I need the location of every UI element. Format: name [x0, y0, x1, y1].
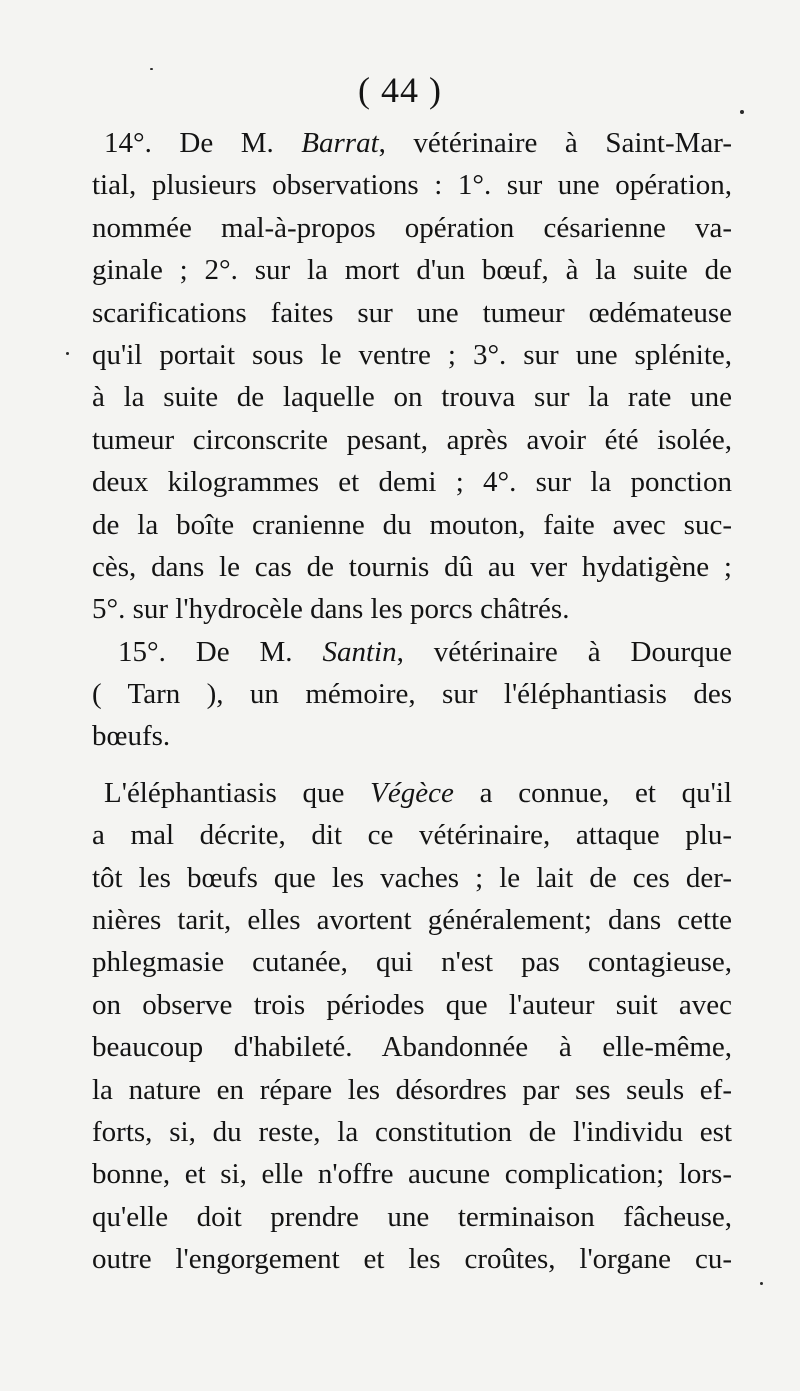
italic-name: Barrat: [301, 127, 379, 159]
paragraph-gap: [92, 758, 732, 772]
scan-speck: [760, 1282, 763, 1285]
text-segment: L'éléphantiasis que: [104, 776, 371, 809]
text-segment: a connue, et qu'il: [453, 776, 732, 809]
text-segment: cès, dans le cas de tournis dû au ver hydatigène ;: [92, 550, 732, 583]
text-line: [92, 1196, 732, 1238]
text-segment: , vétérinaire à Saint-Mar-: [378, 127, 732, 159]
text-segment: tôt les bœufs que les vaches ; le lait de ces der-: [92, 861, 732, 894]
text-segment: scarifications faites sur une tumeur œdémateuse: [92, 296, 732, 329]
text-segment: 5°. sur l'hydrocèle dans les porcs châtrés.: [92, 593, 570, 626]
text-segment: la nature en répare les désordres par ses seuls ef-: [92, 1073, 732, 1106]
text-line: [92, 1026, 732, 1068]
text-line: [92, 673, 732, 715]
text-segment: 14°. De M.: [104, 127, 302, 159]
text-line: [92, 1111, 732, 1153]
text-segment: bœufs.: [92, 720, 171, 753]
scan-speck: [150, 68, 153, 70]
text-line: [92, 984, 732, 1026]
scan-speck: [740, 110, 744, 114]
text-line: [92, 899, 732, 941]
text-line: [92, 504, 732, 546]
text-line: [92, 588, 732, 630]
text-segment: on observe trois périodes que l'auteur suit avec: [92, 988, 732, 1021]
text-segment: phlegmasie cutanée, qui n'est pas contagieuse,: [92, 946, 732, 979]
italic-name: Santin: [322, 635, 397, 668]
text-line: [92, 419, 732, 461]
text-segment: ginale ; 2°. sur la mort d'un bœuf, à la suite de: [92, 254, 732, 287]
body-text: [92, 122, 732, 1281]
text-line: [92, 376, 732, 418]
text-segment: qu'il portait sous le ventre ; 3°. sur une splénite,: [92, 338, 732, 371]
text-line: [92, 814, 732, 856]
page-number: ( 44 ): [358, 70, 442, 110]
text-line: [92, 334, 732, 376]
text-segment: deux kilogrammes et demi ; 4°. sur la ponction: [92, 466, 732, 499]
text-line: [92, 546, 732, 588]
text-segment: ( Tarn ), un mémoire, sur l'éléphantiasis des: [92, 678, 732, 711]
text-line: [92, 1238, 732, 1280]
text-segment: bonne, et si, elle n'offre aucune complication; lors-: [92, 1158, 732, 1191]
text-segment: de la boîte cranienne du mouton, faite avec suc-: [92, 508, 732, 541]
text-segment: , vétérinaire à Dourque: [396, 635, 732, 668]
text-segment: qu'elle doit prendre une terminaison fâcheuse,: [92, 1200, 732, 1233]
scan-speck: [66, 352, 69, 355]
text-line: [92, 772, 732, 814]
text-line: [92, 461, 732, 503]
text-line: [92, 1153, 732, 1195]
text-line: [92, 1069, 732, 1111]
text-segment: forts, si, du reste, la constitution de l'individu est: [92, 1115, 732, 1148]
text-line: [92, 292, 732, 334]
text-segment: nières tarit, elles avortent généralement; dans cette: [92, 904, 732, 937]
italic-name: Végèce: [370, 776, 454, 809]
text-line: [92, 122, 732, 164]
text-segment: 15°. De M.: [118, 635, 323, 668]
text-line: [92, 857, 732, 899]
text-line: [92, 631, 732, 673]
text-segment: tumeur circonscrite pesant, après avoir été isolée,: [92, 423, 732, 456]
text-segment: à la suite de laquelle on trouva sur la rate une: [92, 381, 732, 414]
text-segment: beaucoup d'habileté. Abandonnée à elle-même,: [92, 1031, 732, 1064]
text-line: [92, 941, 732, 983]
text-segment: a mal décrite, dit ce vétérinaire, attaque plu-: [92, 819, 732, 852]
text-segment: tial, plusieurs observations : 1°. sur une opération,: [92, 169, 732, 202]
text-line: [92, 249, 732, 291]
text-segment: nommée mal-à-propos opération césarienne va-: [92, 211, 732, 244]
text-segment: outre l'engorgement et les croûtes, l'organe cu-: [92, 1243, 732, 1276]
text-line: [92, 164, 732, 206]
text-line: [92, 207, 732, 249]
text-line: [92, 715, 732, 757]
